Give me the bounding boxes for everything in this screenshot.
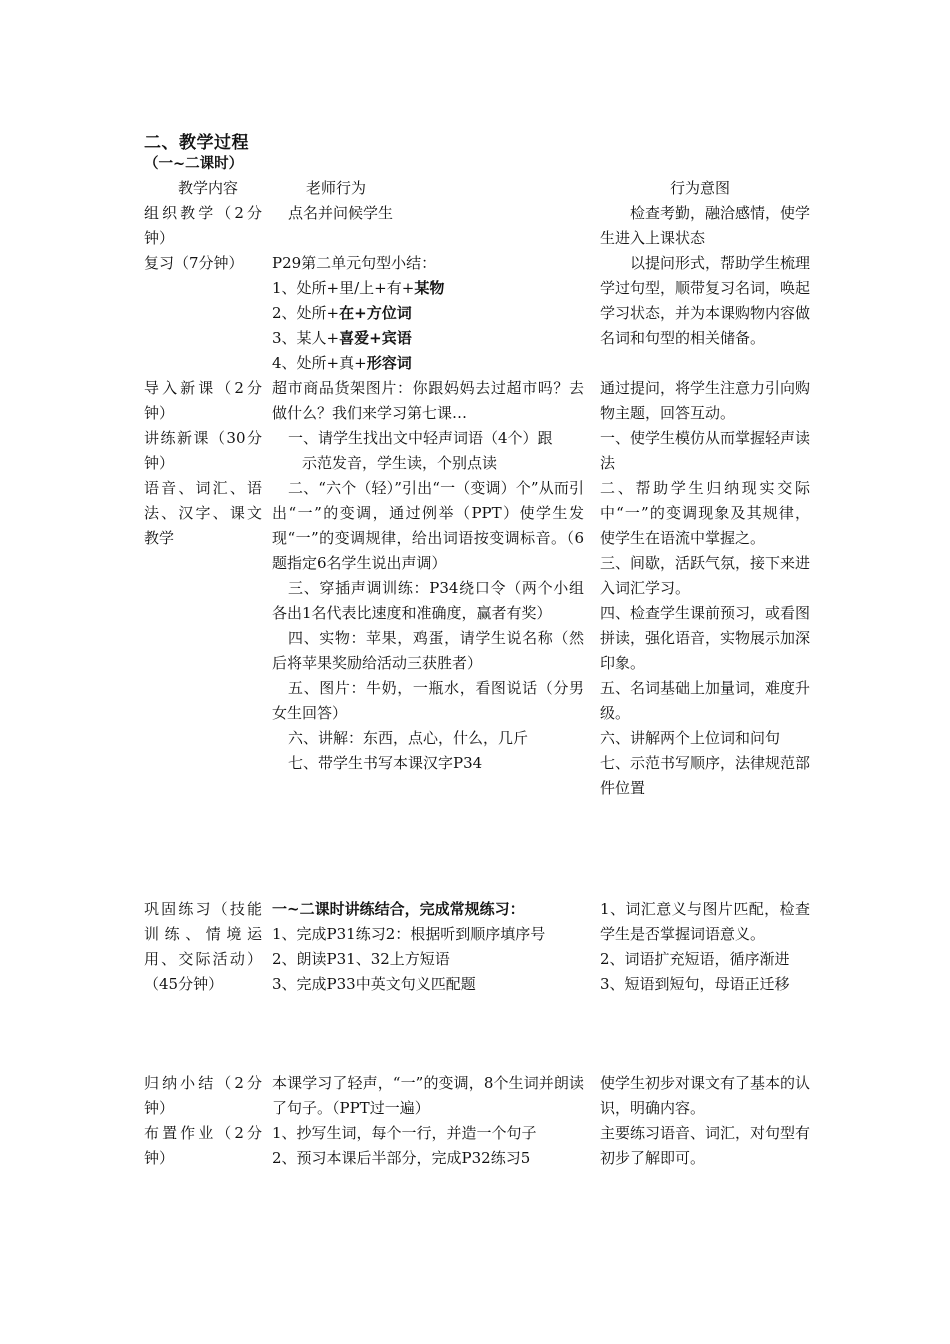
intent-step: 1、词汇意义与图片匹配，检查学生是否掌握词语意义。 [600,900,810,943]
teacher-line: 2、预习本课后半部分，完成P32练习5 [272,1149,531,1167]
content-title: 讲练新课（30分钟） [144,429,262,472]
intent-step: 六、讲解两个上位词和问句 [600,729,781,747]
teacher-step: 一、请学生找出文中轻声词语（4个）跟 [288,429,553,447]
teacher-step: 四、实物：苹果，鸡蛋，请学生说名称（然后将苹果奖励给活动三获胜者） [272,629,584,672]
teacher-cell [272,426,584,776]
content-cell: 布置作业（2分钟） [144,1124,262,1167]
teacher-cell [272,897,584,997]
content-cell: 导入新课（2分钟） [144,379,262,422]
intent-step: 四、检查学生课前预习，或看图拼读，强化语音，实物展示加深印象。 [600,604,811,672]
content-subtitle: 语音、词汇、语法、汉字、课文教学 [144,479,262,547]
teacher-cell: 超市商品货架图片：你跟妈妈去过超市吗？去做什么？我们来学习第七课… [272,379,584,422]
teacher-line: 4、处所+真+形容词 [272,354,412,372]
section-subheading: （一~二课时） [144,156,244,172]
column-header-teacher: 老师行为 [306,179,367,197]
teacher-step: 三、穿插声调训练：P34绕口令（两个小组各出1名代表比速度和准确度，赢者有奖） [272,579,584,622]
intent-step: 三、间歇，活跃气氛，接下来进入词汇学习。 [600,554,811,597]
teacher-cell: 本课学习了轻声，“一”的变调，8个生词并朗读了句子。（PPT过一遍） [272,1074,584,1117]
intent-step: 五、名词基础上加量词，难度升级。 [600,679,811,722]
teacher-line: P29第二单元句型小结： [272,254,437,272]
teacher-line: 1、处所+里/上+有+某物 [272,279,445,297]
intent-cell [600,897,810,997]
teacher-cell [272,251,584,376]
intent-step: 2、词语扩充短语，循序渐进 [600,950,790,968]
column-header-content: 教学内容 [178,179,239,197]
teacher-step: 七、带学生书写本课汉字P34 [288,754,483,772]
section-heading: 二、教学过程 [144,133,249,153]
intent-step: 3、短语到短句，母语正迁移 [600,975,790,993]
content-cell: 组织教学（2分钟） [144,204,262,247]
intent-cell [600,426,810,801]
teacher-line: 2、朗读P31、32上方短语 [272,950,450,968]
content-cell: 归纳小结（2分钟） [144,1074,262,1117]
teacher-step: 二、“六个（轻）”引出“一（变调）个”从而引出“一”的变调，通过例举（PPT）使学生发现“一”的变调规律，给出词语按变调标音。（6题指定6名学生说出声调） [272,479,584,572]
teacher-cell [272,201,584,226]
intent-cell: 以提问形式，帮助学生梳理学过句型，顺带复习名词，唤起学习状态，并为本课购物内容做名词和句型的相关储备。 [600,254,811,347]
content-cell: 复习（7分钟） [144,254,244,272]
intent-step: 二、帮助学生归纳现实交际中“一”的变调现象及其规律，使学生在语流中掌握之。 [600,479,810,547]
teacher-line: 1、抄写生词，每个一行，并造一个句子 [272,1124,537,1142]
intent-cell: 使学生初步对课文有了基本的认识，明确内容。 [600,1074,811,1117]
teacher-step: 六、讲解：东西，点心，什么，几斤 [288,729,529,747]
intent-cell: 检查考勤，融洽感情，使学生进入上课状态 [600,204,811,247]
content-cell: 巩固练习（技能训练、情境运用、交际活动）（45分钟） [144,900,262,993]
teacher-line: 3、某人+喜爱+宾语 [272,329,412,347]
teacher-line: 1、完成P31练习2：根据听到顺序填序号 [272,925,546,943]
teacher-line: 3、完成P33中英文句义匹配题 [272,975,476,993]
teacher-cell [272,1121,584,1171]
teacher-line: 2、处所+在+方位词 [272,304,412,322]
intent-step: 一、使学生模仿从而掌握轻声读法 [600,429,811,472]
teacher-line: 点名并问候学生 [288,204,394,222]
intent-step: 七、示范书写顺序，法律规范部件位置 [600,754,811,797]
intent-cell: 通过提问，将学生注意力引向购物主题，回答互动。 [600,379,811,422]
teacher-step: 示范发音，学生读，个别点读 [302,454,498,472]
content-cell [144,426,262,551]
intent-cell: 主要练习语音、词汇，对句型有初步了解即可。 [600,1124,811,1167]
teacher-title: 一~二课时讲练结合，完成常规练习： [272,900,525,918]
teacher-step: 五、图片：牛奶，一瓶水，看图说话（分男女生回答） [272,679,584,722]
column-header-intent: 行为意图 [670,179,731,197]
